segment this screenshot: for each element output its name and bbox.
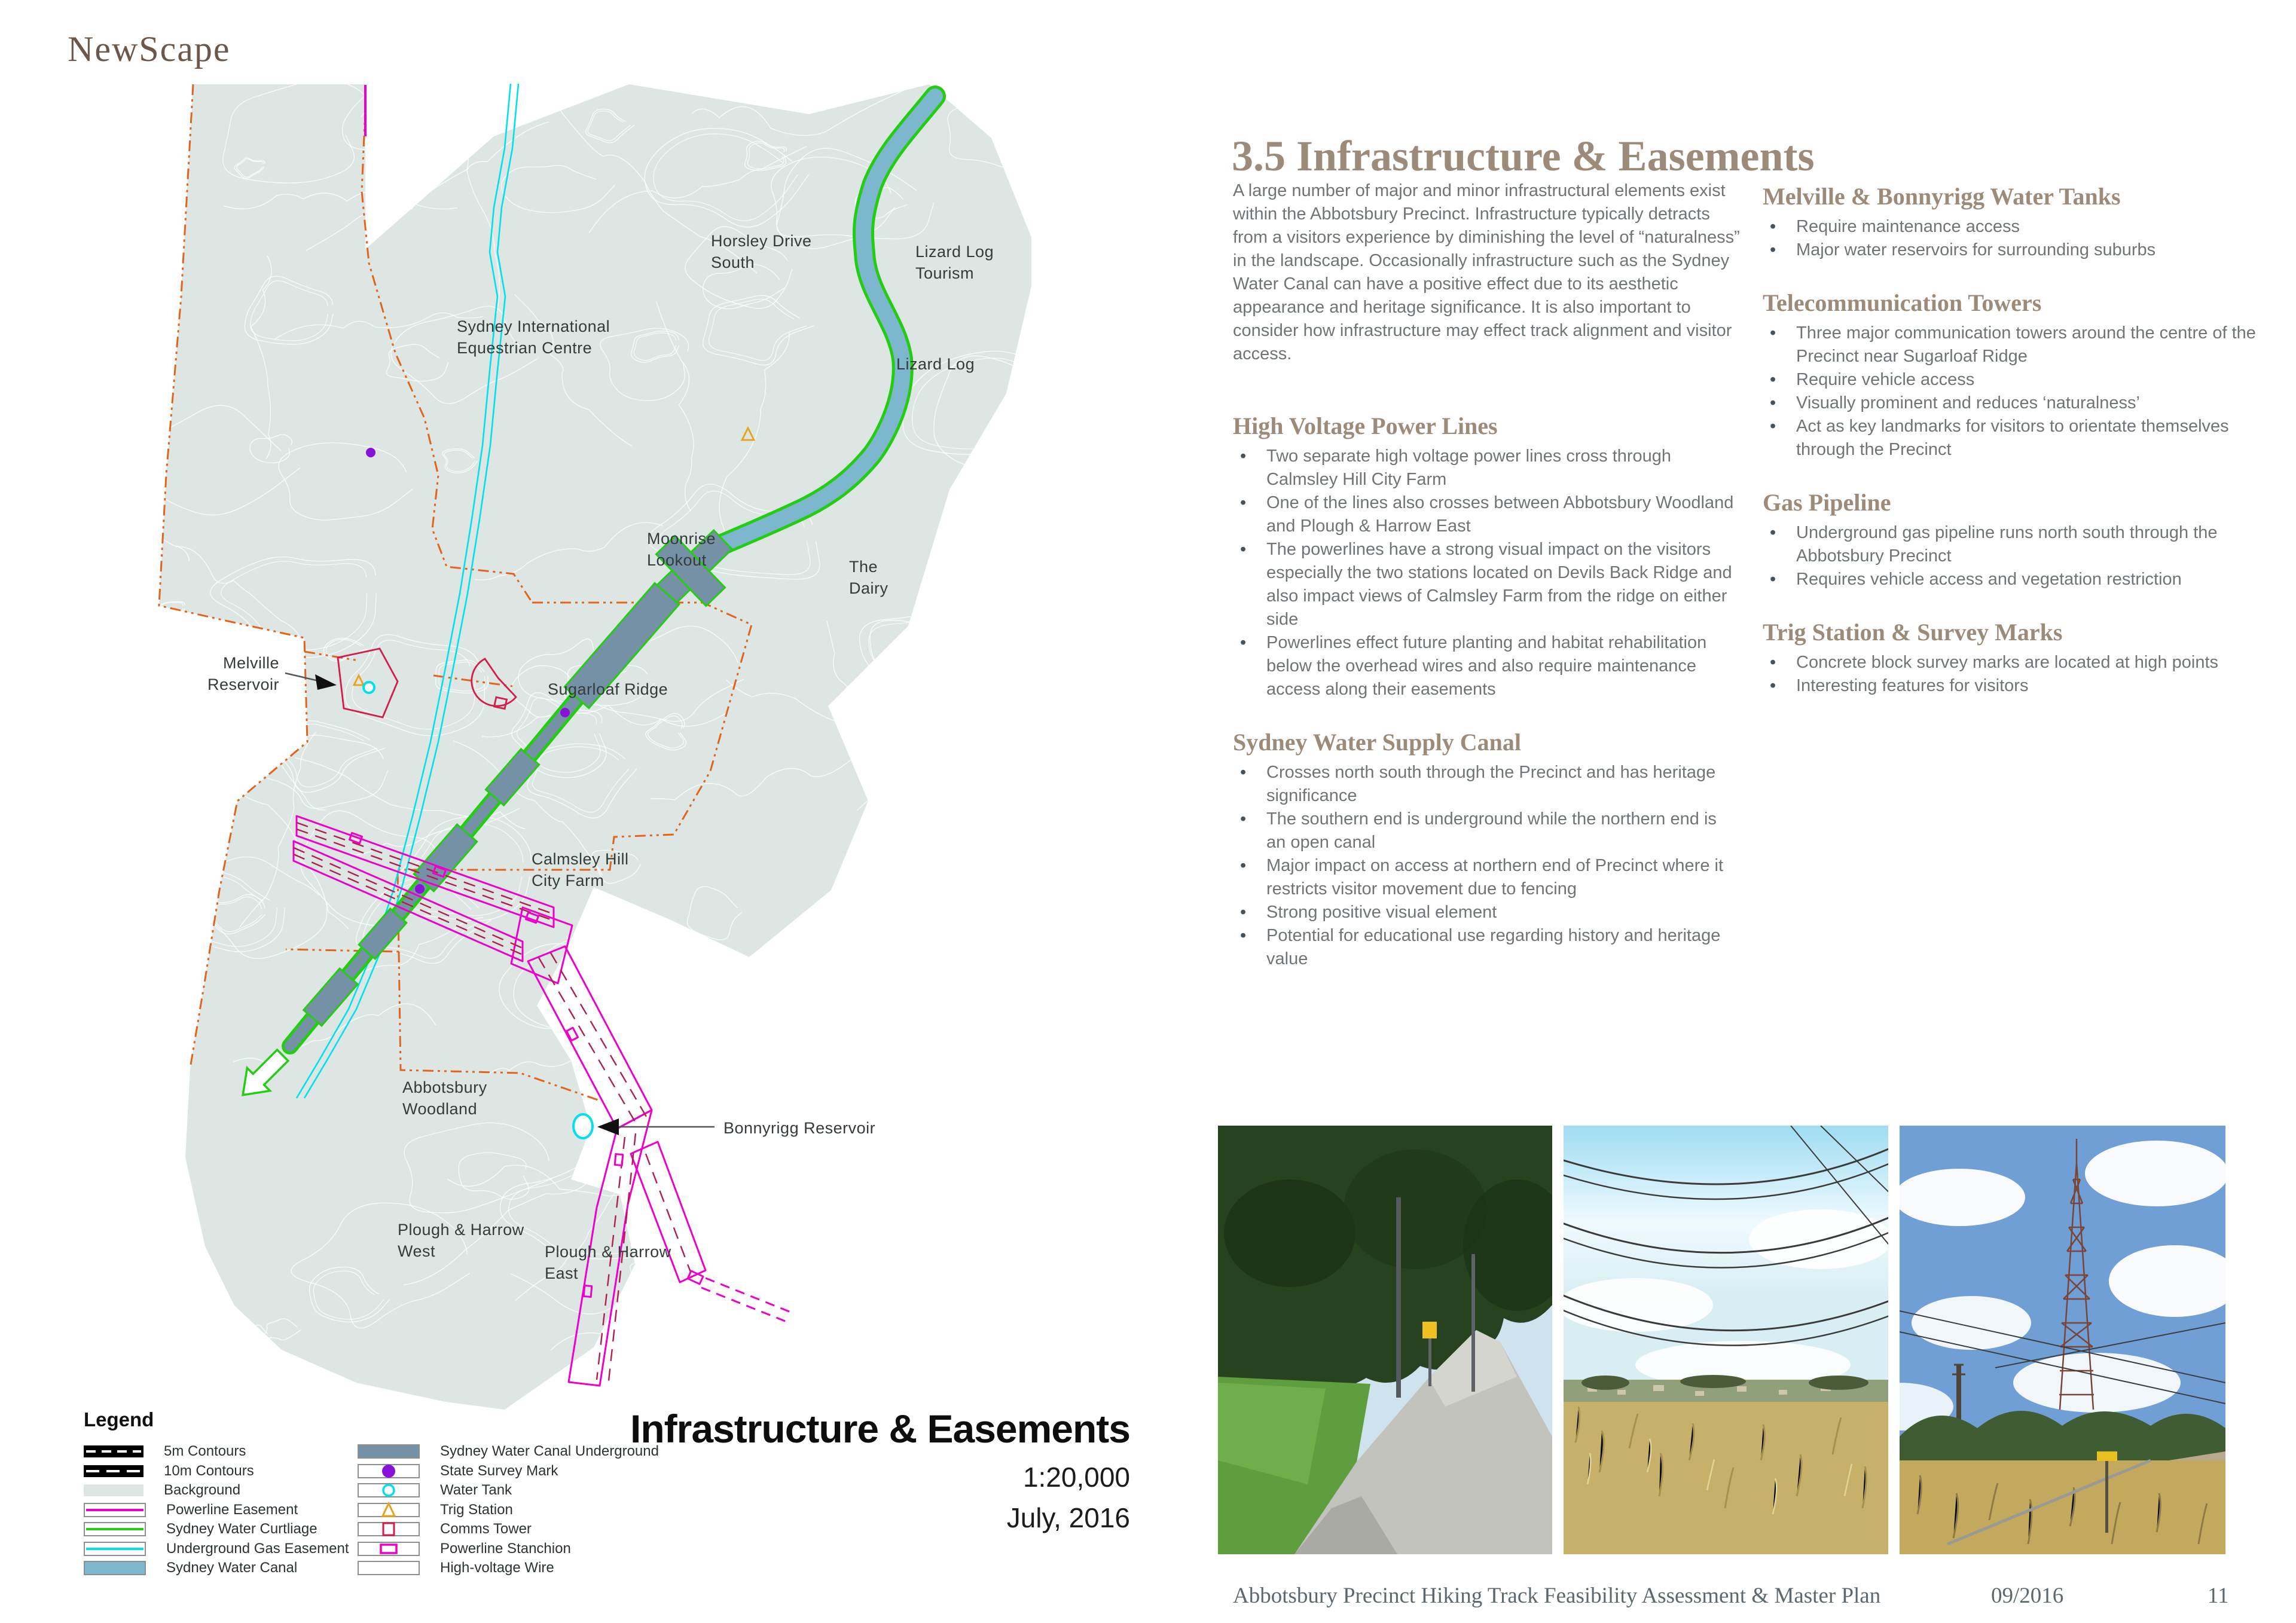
legend-swatch: [358, 1483, 420, 1497]
legend-swatch: [84, 1465, 144, 1477]
state-survey-mark: [415, 884, 425, 894]
legend-swatch: [358, 1444, 420, 1459]
bullet-item: • The southern end is underground while the northern end is an open canal: [1233, 808, 1740, 854]
map-label-horsley: Horsley Drive South: [711, 232, 812, 271]
map-label-plough-west: Plough & Harrow West: [398, 1221, 524, 1260]
page-title: 3.5 Infrastructure & Easements: [1232, 132, 1815, 181]
map-label-lizard-tourism: Lizard Log Tourism: [915, 243, 994, 282]
section-bullets: [1233, 445, 1740, 701]
map-label-melville: Melville Reservoir: [207, 654, 279, 693]
bullet-item: • Three major communication towers around the centre of the Precinct near Sugarloaf Ridge: [1763, 322, 2277, 368]
map-title: Infrastructure & Easements: [630, 1407, 1130, 1451]
legend-swatch: [358, 1542, 420, 1556]
bullet-item: • Interesting features for visitors: [1763, 674, 2277, 698]
legend-label: High-voltage Wire: [440, 1560, 554, 1576]
section-heading: Melville & Bonnyrigg Water Tanks: [1763, 183, 2121, 210]
legend-label: Powerline Stanchion: [440, 1540, 571, 1557]
bullet-item: • Require vehicle access: [1763, 368, 2277, 392]
map-label-dairy: The Dairy: [849, 558, 889, 597]
legend-label: 5m Contours: [164, 1443, 246, 1460]
bullet-item: • Potential for educational use regarding history and heritage value: [1233, 924, 1740, 971]
legend-item: [84, 1539, 349, 1559]
legend-label: Underground Gas Easement: [166, 1540, 349, 1557]
section-heading: Trig Station & Survey Marks: [1763, 619, 2063, 646]
text-column-left: [1233, 179, 1740, 971]
photo-powerlines-vista: [1564, 1126, 1888, 1554]
legend-label: 10m Contours: [164, 1462, 254, 1479]
legend-swatch: [84, 1503, 146, 1517]
bullet-item: • Concrete block survey marks are located at high points: [1763, 651, 2277, 674]
section-bullets: [1233, 761, 1740, 971]
section-bullets: [1763, 521, 2277, 591]
bullet-item: • Powerlines effect future planting and habitat rehabilitation below the overhead wires and also require maintenance access along their easements: [1233, 631, 1740, 701]
legend-swatch: [84, 1522, 146, 1536]
water-tank-melville: [364, 682, 374, 693]
bullet-item: • Major water reservoirs for surrounding suburbs: [1763, 239, 2277, 262]
legend-item: [84, 1558, 349, 1578]
map-label-lizard: Lizard Log: [896, 355, 975, 373]
bullet-item: • Requires vehicle access and vegetation restriction: [1763, 568, 2277, 591]
legend-label: Trig Station: [440, 1501, 513, 1518]
legend-label: Sydney Water Curtliage: [166, 1521, 317, 1538]
legend-label: Powerline Easement: [166, 1501, 298, 1518]
state-survey-mark: [560, 708, 570, 717]
legend-swatch: [84, 1561, 146, 1575]
legend-label: Water Tank: [440, 1482, 512, 1499]
section-bullets: [1763, 651, 2277, 698]
legend-swatch: [358, 1522, 420, 1536]
content-section: [1763, 619, 2277, 698]
legend-swatch: [84, 1445, 144, 1457]
legend-item: [358, 1558, 659, 1578]
content-section: [1763, 183, 2277, 262]
bullet-item: • Visually prominent and reduces ‘naturalness’: [1763, 392, 2277, 415]
legend-item: [358, 1539, 659, 1559]
water-tank-bonnyrigg: [573, 1114, 593, 1138]
section-heading: Sydney Water Supply Canal: [1233, 729, 1522, 756]
page-footer: [0, 1583, 2296, 1619]
map-date: July, 2016: [1006, 1502, 1130, 1533]
map-scale: 1:20,000: [1022, 1462, 1130, 1493]
text-column-right: [1763, 179, 2277, 698]
map-label-equestrian: Sydney International Equestrian Centre: [457, 317, 610, 357]
content-section: [1233, 729, 1740, 971]
bullet-item: • Require maintenance access: [1763, 215, 2277, 239]
section-heading: Telecommunication Towers: [1763, 289, 2042, 316]
legend-label: State Survey Mark: [440, 1462, 558, 1479]
legend-title: Legend: [84, 1408, 154, 1431]
legend-swatch: [358, 1464, 420, 1478]
newscape-logo: NewScape: [68, 29, 231, 69]
map-title-block: [598, 1406, 1130, 1534]
photo-walking-path: [1218, 1126, 1552, 1554]
legend-swatch: [358, 1561, 420, 1575]
bullet-item: • Act as key landmarks for visitors to orientate themselves through the Precinct: [1763, 415, 2277, 461]
legend-swatch: [84, 1484, 144, 1496]
intro-paragraph: A large number of major and minor infrastructural elements exist within the Abbotsbury Precinct. Infrastructure typically detracts from a visitors experience by diminishing the level of “naturalness” in the landscape. Occasionally infrastructure such as the Sydney Water Canal can have a positive effect due to its aesthetic appearance and heritage significance. It is also important to consider how infrastructure may effect track alignment and visitor access.: [1233, 181, 1740, 363]
footer-page-number: 11: [2208, 1584, 2229, 1608]
section-heading: Gas Pipeline: [1763, 489, 1891, 516]
legend-swatch: [358, 1503, 420, 1517]
map-label-calmsley: Calmsley Hill City Farm: [532, 850, 629, 890]
section-heading: High Voltage Power Lines: [1233, 412, 1498, 439]
bullet-item: • Two separate high voltage power lines cross through Calmsley Hill City Farm: [1233, 445, 1740, 491]
photo-comms-tower: [1900, 1126, 2225, 1554]
legend-swatch: [84, 1542, 146, 1556]
map-label-plough-east: Plough & Harrow East: [545, 1243, 671, 1282]
legend-item: [84, 1481, 349, 1500]
bullet-item: • The powerlines have a strong visual impact on the visitors especially the two stations located on Devils Back Ridge and also impact views of Calmsley Farm from the ridge on either side: [1233, 538, 1740, 631]
legend-label: Sydney Water Canal Underground: [440, 1443, 659, 1460]
bullet-item: • Underground gas pipeline runs north south through the Abbotsbury Precinct: [1763, 521, 2277, 568]
content-section: [1233, 412, 1740, 701]
content-section: [1763, 289, 2277, 461]
legend-item: [84, 1520, 349, 1539]
state-survey-mark: [366, 448, 375, 457]
section-bullets: [1763, 322, 2277, 461]
bullet-item: • One of the lines also crosses between Abbotsbury Woodland and Plough & Harrow East: [1233, 491, 1740, 538]
map-label-bonnyrigg: Bonnyrigg Reservoir: [723, 1119, 876, 1137]
map-label-abbotsbury: Abbotsbury Woodland: [402, 1078, 487, 1118]
legend-item: [84, 1462, 349, 1481]
legend-label: Comms Tower: [440, 1521, 532, 1538]
bullet-item: • Crosses north south through the Precinct and has heritage significance: [1233, 761, 1740, 808]
map-label-moonrise: Moonrise Lookout: [647, 530, 716, 569]
legend-label: Sydney Water Canal: [166, 1560, 298, 1576]
legend-item: [84, 1500, 349, 1520]
section-bullets: [1763, 215, 2277, 262]
precinct-map: [57, 84, 1031, 1417]
bullet-item: • Major impact on access at northern end of Precinct where it restricts visitor movement due to fencing: [1233, 854, 1740, 901]
content-section: [1763, 489, 2277, 591]
bullet-item: • Strong positive visual element: [1233, 901, 1740, 924]
map-label-sugarloaf: Sugarloaf Ridge: [548, 680, 668, 698]
footer-document-title: Abbotsbury Precinct Hiking Track Feasibility Assessment & Master Plan: [1233, 1584, 1881, 1608]
legend-label: Background: [164, 1482, 241, 1499]
footer-date: 09/2016: [1991, 1584, 2064, 1608]
map-background-landmass: [159, 84, 1031, 1410]
legend-item: [84, 1442, 349, 1462]
